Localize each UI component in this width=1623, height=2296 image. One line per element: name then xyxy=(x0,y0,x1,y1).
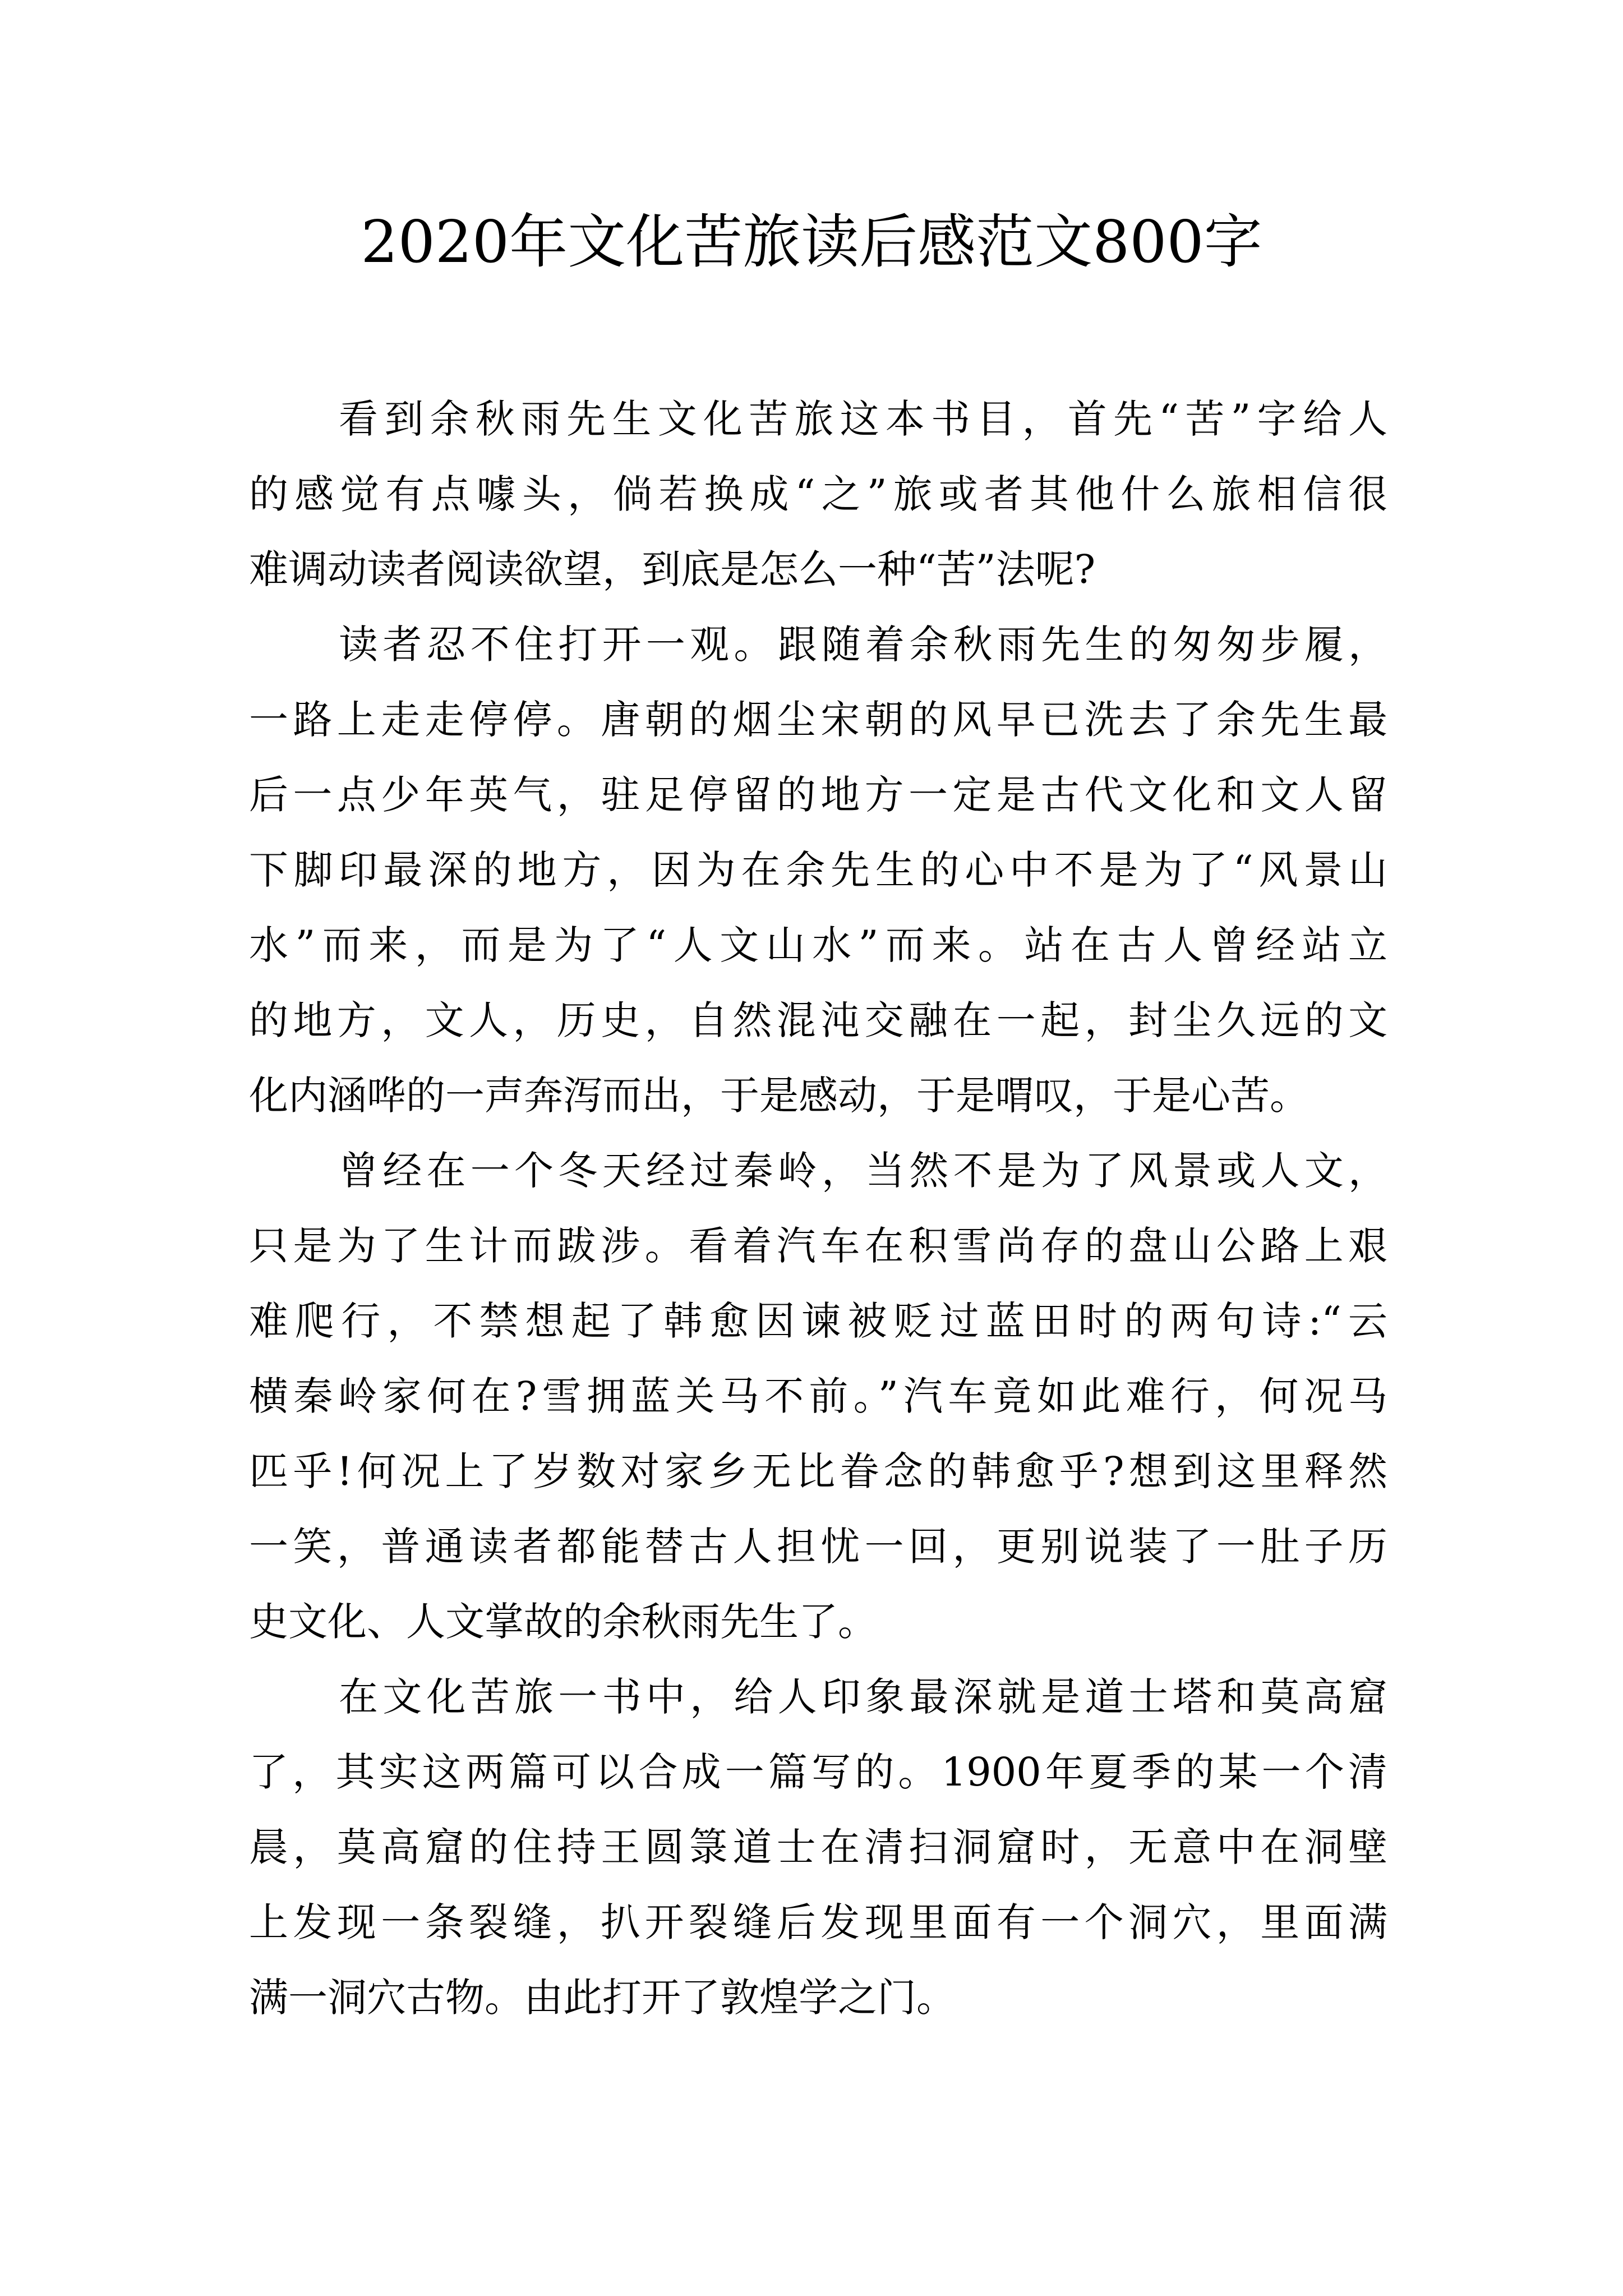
paragraph-line: 上发现一条裂缝，扒开裂缝后发现里面有一个洞穴，里面满 xyxy=(249,1899,1387,1945)
paragraph-line: 看到余秋雨先生文化苦旅这本书目，首先“苦”字给人 xyxy=(339,396,1387,442)
paragraph-line: 曾经在一个冬天经过秦岭，当然不是为了风景或人文， xyxy=(339,1148,1387,1194)
paragraph xyxy=(249,1659,1387,2035)
paragraph xyxy=(249,607,1387,1133)
paragraph-line: 的地方，文人，历史，自然混沌交融在一起，封尘久远的文 xyxy=(249,997,1387,1043)
paragraph xyxy=(249,381,1387,607)
paragraph-line: 一路上走走停停。唐朝的烟尘宋朝的风早已洗去了余先生最 xyxy=(249,697,1387,743)
paragraph-line: 只是为了生计而跋涉。看着汽车在积雪尚存的盘山公路上艰 xyxy=(249,1223,1387,1269)
paragraph-line: 读者忍不住打开一观。跟随着余秋雨先生的匆匆步履， xyxy=(339,622,1387,668)
document-title: 2020年文化苦旅读后感范文800字 xyxy=(361,208,1262,276)
document-body xyxy=(249,381,1387,2035)
paragraph xyxy=(249,1133,1387,1659)
paragraph-line: 一笑，普通读者都能替古人担忧一回，更别说装了一肚子历 xyxy=(249,1524,1387,1570)
paragraph-line: 难调动读者阅读欲望，到底是怎么一种“苦”法呢? xyxy=(249,546,1096,592)
paragraph-line: 满一洞穴古物。由此打开了敦煌学之门。 xyxy=(249,1975,956,2021)
paragraph-line: 难爬行，不禁想起了韩愈因谏被贬过蓝田时的两句诗:“云 xyxy=(249,1298,1387,1344)
paragraph-line: 晨，莫高窟的住持王圆箓道士在清扫洞窟时，无意中在洞壁 xyxy=(249,1824,1387,1870)
paragraph-line: 了，其实这两篇可以合成一篇写的。1900年夏季的某一个清 xyxy=(249,1749,1387,1795)
paragraph-line: 化内涵哗的一声奔泻而出，于是感动，于是喟叹，于是心苦。 xyxy=(249,1073,1309,1119)
paragraph-line: 横秦岭家何在?雪拥蓝关马不前。”汽车竟如此难行，何况马 xyxy=(249,1373,1387,1419)
paragraph-line: 水”而来，而是为了“人文山水”而来。站在古人曾经站立 xyxy=(249,922,1387,968)
paragraph-line: 的感觉有点噱头，倘若换成“之”旅或者其他什么旅相信很 xyxy=(249,471,1387,517)
paragraph-line: 匹乎!何况上了岁数对家乡无比眷念的韩愈乎?想到这里释然 xyxy=(249,1448,1387,1494)
paragraph-line: 史文化、人文掌故的余秋雨先生了。 xyxy=(249,1599,877,1645)
paragraph-line: 后一点少年英气，驻足停留的地方一定是古代文化和文人留 xyxy=(249,772,1387,818)
paragraph-line: 下脚印最深的地方，因为在余先生的心中不是为了“风景山 xyxy=(249,847,1387,893)
paragraph-line: 在文化苦旅一书中，给人印象最深就是道士塔和莫高窟 xyxy=(339,1674,1387,1720)
